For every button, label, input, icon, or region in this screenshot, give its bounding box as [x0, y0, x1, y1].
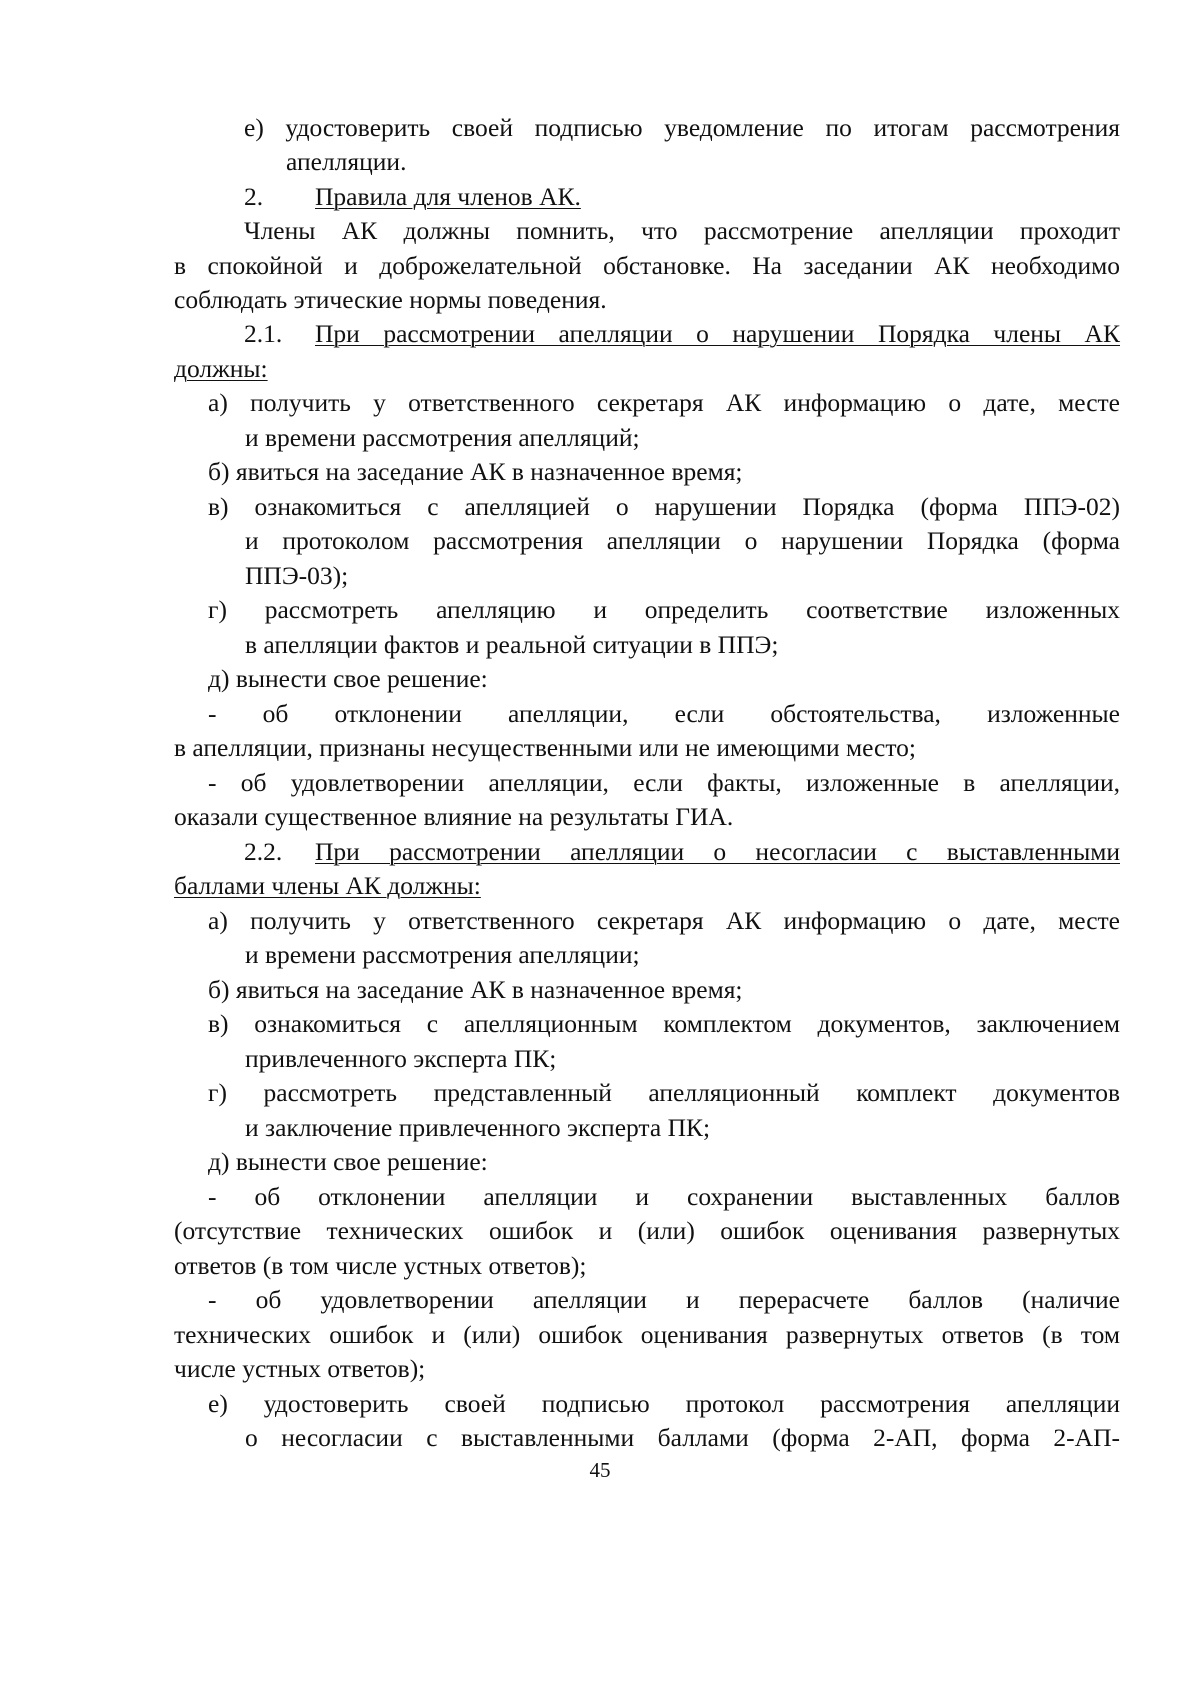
list-item-cont: о несогласии с выставленными баллами (форма 2-АП, форма 2-АП- [245, 1423, 1120, 1452]
section-2-2-heading: При рассмотрении апелляции о несогласии с выставленными [315, 837, 1120, 866]
item-e-line-2: апелляции. [286, 147, 407, 176]
list-item: е) удостоверить своей подписью протокол рассмотрения апелляции [208, 1389, 1120, 1418]
dash-item-cont: числе устных ответов); [174, 1354, 426, 1383]
list-item: в) ознакомиться с апелляцией о нарушении Порядка (форма ППЭ-02) [208, 492, 1120, 521]
list-item: а) получить у ответственного секретаря АК информацию о дате, месте [208, 388, 1120, 417]
list-item: г) рассмотреть апелляцию и определить соответствие изложенных [208, 595, 1120, 624]
dash-item: - об удовлетворении апелляции и перерасчете баллов (наличие [208, 1285, 1120, 1314]
paragraph-line: Члены АК должны помнить, что рассмотрение апелляции проходит [244, 216, 1120, 245]
list-item-cont: и заключение привлеченного эксперта ПК; [245, 1113, 711, 1142]
dash-item: - об отклонении апелляции, если обстоятельства, изложенные [208, 699, 1120, 728]
section-2-2-number: 2.2. [244, 837, 283, 866]
section-2-1-number: 2.1. [244, 319, 283, 348]
dash-item: - об удовлетворении апелляции, если факты, изложенные в апелляции, [208, 768, 1120, 797]
dash-item-cont: оказали существенное влияние на результаты ГИА. [174, 802, 734, 831]
dash-item-cont: ответов (в том числе устных ответов); [174, 1251, 587, 1280]
dash-item-cont: технических ошибок и (или) ошибок оценивания развернутых ответов (в том [174, 1320, 1120, 1349]
page-number: 45 [589, 1458, 611, 1482]
paragraph-line: соблюдать этические нормы поведения. [174, 285, 607, 314]
section-2-heading: Правила для членов АК. [315, 182, 581, 211]
list-item-cont: ППЭ-03); [245, 561, 349, 590]
list-item: в) ознакомиться с апелляционным комплектом документов, заключением [208, 1009, 1120, 1038]
item-e-line-1: е) удостоверить своей подписью уведомление по итогам рассмотрения [244, 113, 1120, 142]
list-item: б) явиться на заседание АК в назначенное время; [208, 457, 743, 486]
section-2-number: 2. [244, 182, 264, 211]
list-item: а) получить у ответственного секретаря АК информацию о дате, месте [208, 906, 1120, 935]
section-2-1-heading-cont: должны: [174, 354, 268, 383]
list-item: б) явиться на заседание АК в назначенное время; [208, 975, 743, 1004]
dash-item: - об отклонении апелляции и сохранении выставленных баллов [208, 1182, 1120, 1211]
list-item-cont: привлеченного эксперта ПК; [245, 1044, 557, 1073]
list-item: г) рассмотреть представленный апелляционный комплект документов [208, 1078, 1120, 1107]
section-2-1-heading: При рассмотрении апелляции о нарушении Порядка члены АК [315, 319, 1120, 348]
paragraph-line: в спокойной и доброжелательной обстановке. На заседании АК необходимо [174, 251, 1120, 280]
list-item-cont: и времени рассмотрения апелляций; [245, 423, 640, 452]
list-item-cont: в апелляции фактов и реальной ситуации в ППЭ; [245, 630, 779, 659]
dash-item-cont: (отсутствие технических ошибок и (или) ошибок оценивания развернутых [174, 1216, 1120, 1245]
list-item-cont: и времени рассмотрения апелляции; [245, 940, 640, 969]
dash-item-cont: в апелляции, признаны несущественными или не имеющими место; [174, 733, 917, 762]
section-2-2-heading-cont: баллами члены АК должны: [174, 871, 481, 900]
list-item-cont: и протоколом рассмотрения апелляции о нарушении Порядка (форма [245, 526, 1120, 555]
list-item: д) вынести свое решение: [208, 664, 488, 693]
list-item: д) вынести свое решение: [208, 1147, 488, 1176]
